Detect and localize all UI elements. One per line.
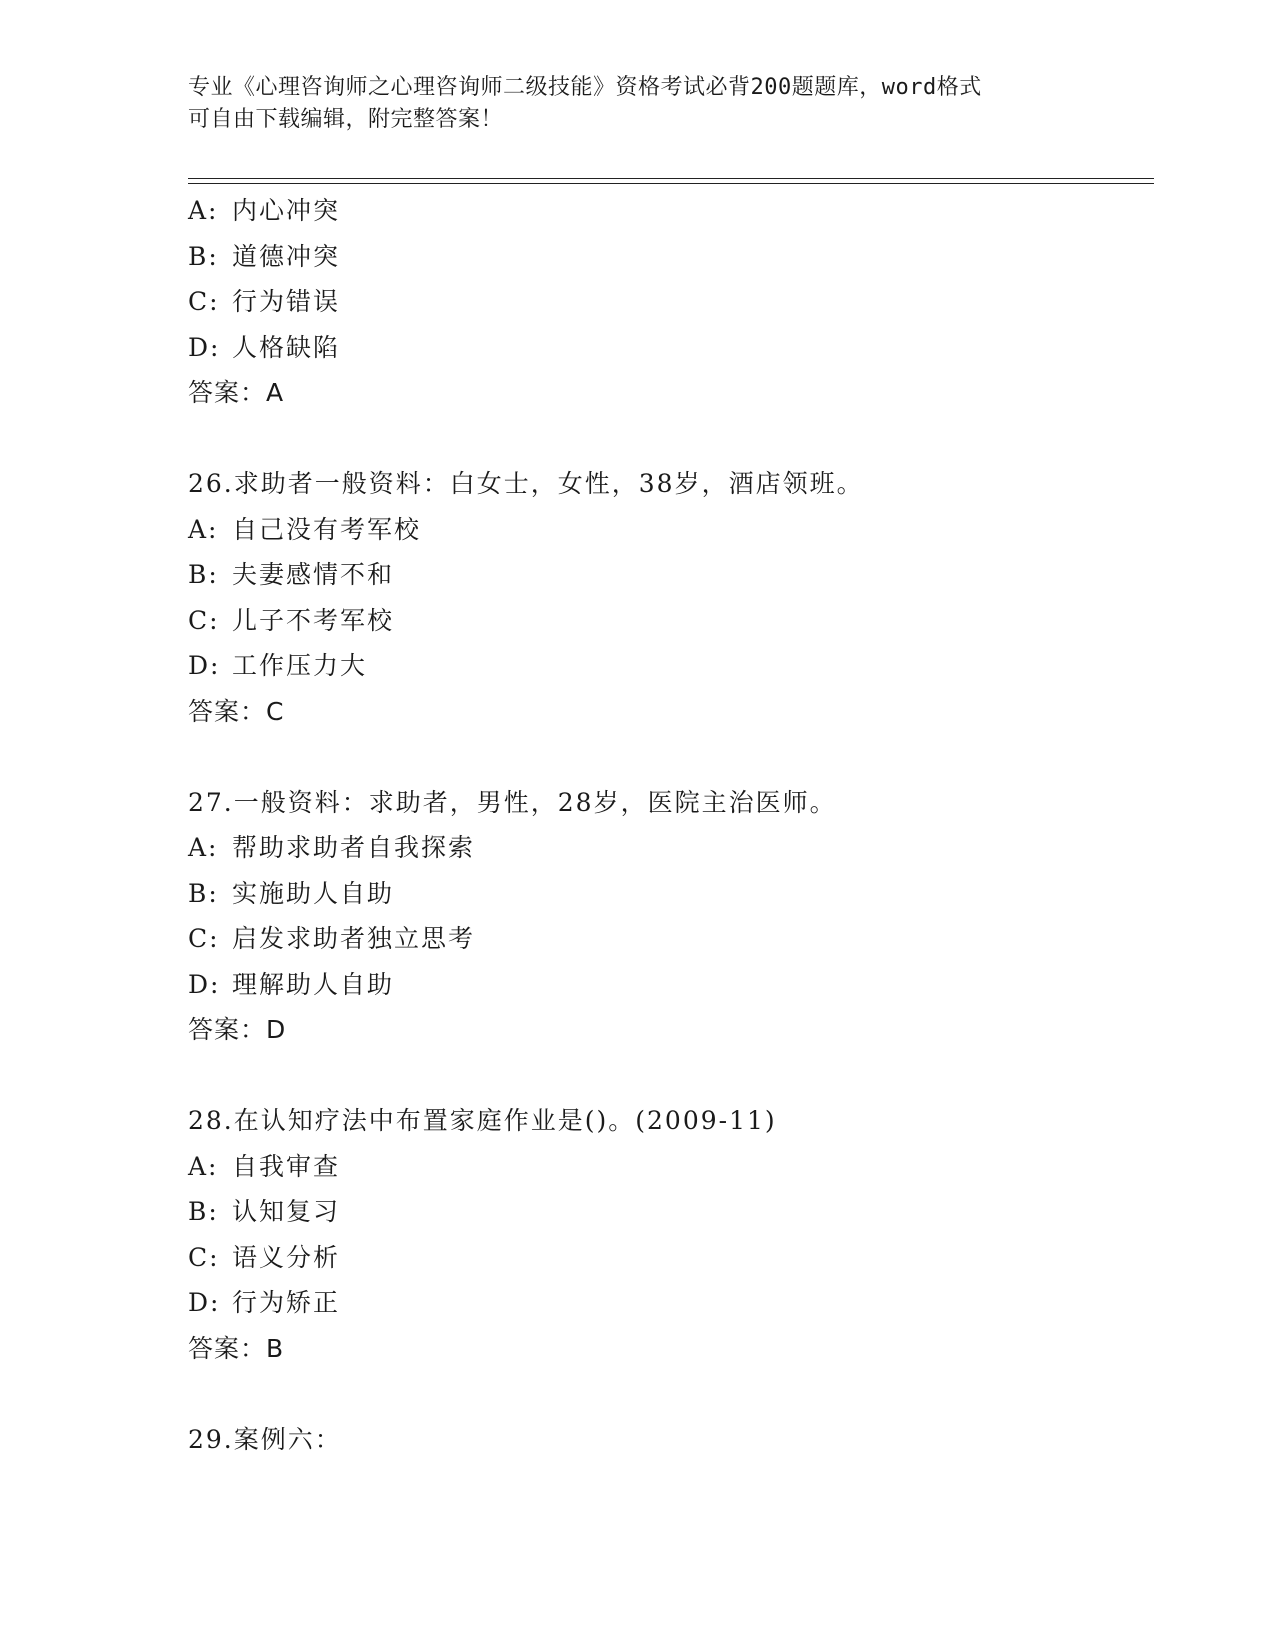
option-key: C: [188,287,220,316]
option-a [188,1144,1148,1190]
option-c [188,1235,1148,1281]
option-d [188,643,1148,689]
option-text: 认知复习 [232,1197,341,1226]
option-d [188,1280,1148,1326]
question-block [188,1098,1148,1371]
option-a [188,188,1148,234]
option-key: B: [188,878,219,908]
option-text: 自我审查 [232,1151,341,1181]
option-key: C: [188,605,220,635]
question-text: 28.在认知疗法中布置家庭作业是()。(2009-11) [188,1106,777,1135]
option-key: B: [188,560,219,589]
option-d [188,962,1148,1008]
answer-line: 答案：B [188,1333,285,1363]
option-text: 人格缺陷 [232,332,341,362]
option-text: 帮助求助者自我探索 [232,833,476,862]
option-a [188,507,1148,553]
answer-line: 答案：C [188,696,285,726]
spacer [188,734,1148,780]
option-b [188,552,1148,598]
question-block [188,188,1148,416]
option-text: 道德冲突 [232,241,341,271]
option-key: A: [188,1151,219,1181]
option-key: D: [188,651,221,680]
spacer [188,1371,1148,1417]
option-key: C: [188,1242,220,1272]
spacer [188,1053,1148,1099]
question-block [188,780,1148,1053]
question-block [188,1417,1148,1463]
option-text: 理解助人自助 [232,969,395,999]
question-text: 27.一般资料：求助者，男性，28岁，医院主治医师。 [188,787,837,817]
header-line-1: 专业《心理咨询师之心理咨询师二级技能》资格考试必背200题题库，word格式 [188,75,982,100]
spacer [188,416,1148,462]
option-text: 行为矫正 [232,1288,341,1317]
option-c [188,598,1148,644]
option-key: B: [188,241,219,271]
option-key: B: [188,1197,219,1226]
option-key: D: [188,1288,221,1317]
option-key: A: [188,514,219,544]
option-c [188,279,1148,325]
document-header [188,72,1088,136]
option-text: 儿子不考军校 [232,605,395,635]
option-c [188,916,1148,962]
question-text: 26.求助者一般资料：白女士，女性，38岁，酒店领班。 [188,469,864,498]
option-a [188,825,1148,871]
option-text: 工作压力大 [232,651,368,680]
question-text: 29.案例六： [188,1424,342,1454]
option-b [188,1189,1148,1235]
header-divider-top [188,178,1154,179]
option-b [188,871,1148,917]
answer-line: 答案：A [188,378,285,407]
option-text: 内心冲突 [232,196,341,225]
answer-line: 答案：D [188,1015,287,1044]
header-line-2: 可自由下载编辑，附完整答案！ [188,107,504,132]
option-text: 实施助人自助 [232,878,395,908]
header-divider-bottom [188,183,1154,184]
option-key: A: [188,833,219,862]
option-text: 夫妻感情不和 [232,560,395,589]
option-key: D: [188,969,221,999]
option-text: 语义分析 [232,1242,341,1272]
option-key: A: [188,196,219,225]
option-d [188,325,1148,371]
option-text: 行为错误 [232,287,341,316]
option-b [188,234,1148,280]
question-block [188,461,1148,734]
option-text: 启发求助者独立思考 [232,924,476,953]
option-text: 自己没有考军校 [232,514,422,544]
question-list [188,188,1148,1462]
option-key: C: [188,924,220,953]
option-key: D: [188,332,221,362]
